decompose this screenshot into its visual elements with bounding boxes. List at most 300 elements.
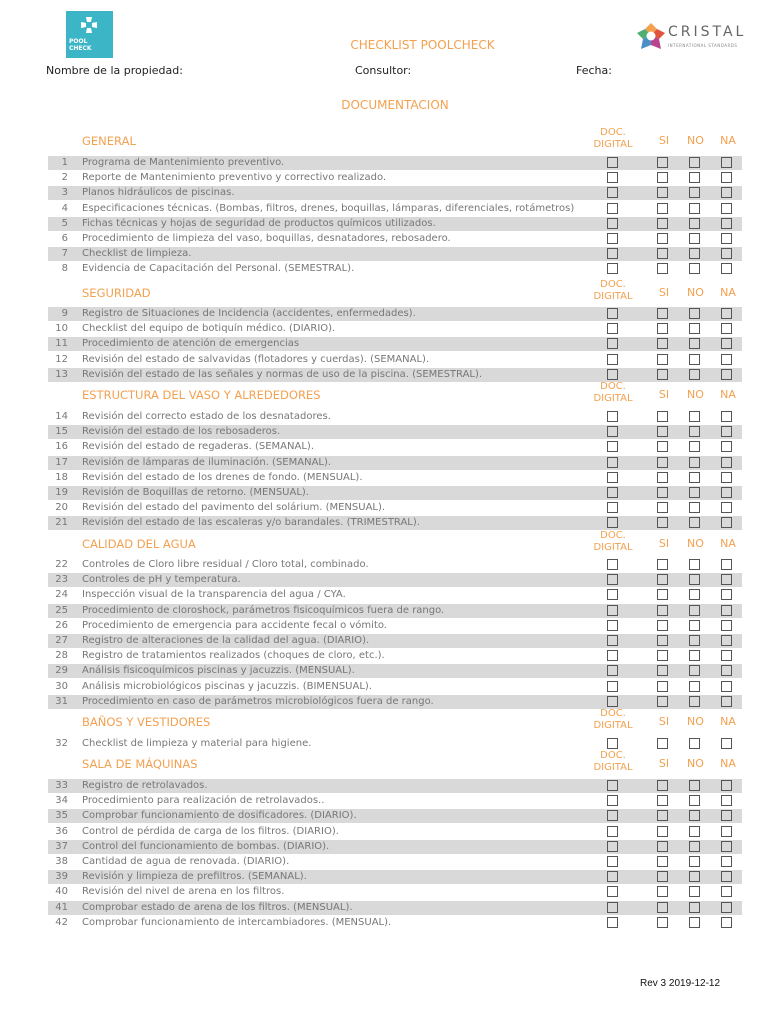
item-text: Revisión del estado de las escaleras y/o barandales. (TRIMESTRAL). (82, 517, 420, 529)
checklist-row (48, 573, 742, 587)
doc-digital-checkbox[interactable] (607, 886, 618, 897)
checklist-row (48, 855, 742, 869)
na-checkbox[interactable] (721, 826, 732, 837)
doc-digital-checkbox[interactable] (607, 620, 618, 631)
no-checkbox[interactable] (689, 338, 700, 349)
item-text: Inspección visual de la transparencia del agua / CYA. (82, 589, 346, 601)
no-checkbox[interactable] (689, 574, 700, 585)
doc-digital-checkbox[interactable] (607, 738, 618, 749)
section-title-sala-de-maquinas: SALA DE MÁQUINAS (82, 757, 198, 771)
section-title-estructura-del-vaso-y-alrededores: ESTRUCTURA DEL VASO Y ALREDEDORES (82, 388, 321, 402)
item-text: Comprobar estado de arena de los filtros. (MENSUAL). (82, 901, 353, 913)
item-text: Cantidad de agua de renovada. (DIARIO). (82, 856, 290, 867)
si-checkbox[interactable] (657, 172, 668, 183)
si-checkbox[interactable] (657, 441, 668, 452)
item-text: Procedimiento para realización de retrolavados.. (82, 795, 325, 807)
item-text: Revisión del estado de salvavidas (flotadores y cuerdas). (SEMANAL). (82, 353, 430, 365)
column-header-doc-digital: DOC. DIGITAL (593, 708, 633, 731)
si-checkbox[interactable] (657, 559, 668, 570)
si-checkbox[interactable] (657, 457, 668, 468)
si-checkbox[interactable] (657, 795, 668, 806)
si-checkbox[interactable] (657, 589, 668, 600)
no-checkbox[interactable] (689, 795, 700, 806)
si-checkbox[interactable] (657, 810, 668, 821)
column-header-no: NO (687, 286, 704, 299)
doc-digital-checkbox[interactable] (607, 472, 618, 483)
checklist-row (48, 337, 742, 351)
doc-digital-checkbox[interactable] (607, 841, 618, 852)
na-checkbox[interactable] (721, 559, 732, 570)
item-number: 9 (61, 308, 68, 319)
section-title-banos-y-vestidores: BAÑOS Y VESTIDORES (82, 715, 211, 729)
checklist-row (48, 156, 742, 170)
doc-digital-checkbox[interactable] (607, 780, 618, 791)
no-checkbox[interactable] (689, 559, 700, 570)
item-text: Planos hidráulicos de piscinas. (82, 187, 235, 199)
item-text: Registro de alteraciones de la calidad del agua. (DIARIO). (82, 635, 370, 646)
item-number: 34 (55, 795, 68, 807)
na-checkbox[interactable] (721, 856, 732, 867)
doc-digital-checkbox[interactable] (607, 871, 618, 882)
si-checkbox[interactable] (657, 917, 668, 928)
doc-digital-checkbox[interactable] (607, 457, 618, 468)
item-text: Registro de retrolavados. (82, 780, 208, 791)
documentation-heading: DOCUMENTACION (341, 98, 449, 112)
column-header-si: SI (658, 134, 670, 147)
column-header-si: SI (658, 537, 670, 550)
no-checkbox[interactable] (689, 218, 700, 229)
item-text: Procedimiento de atención de emergencias (82, 338, 300, 350)
si-checkbox[interactable] (657, 338, 668, 349)
checklist-row (48, 619, 742, 633)
si-checkbox[interactable] (657, 203, 668, 214)
doc-digital-checkbox[interactable] (607, 369, 618, 380)
si-checkbox[interactable] (657, 826, 668, 837)
doc-digital-checkbox[interactable] (607, 826, 618, 837)
item-text: Comprobar funcionamiento de intercambiadores. (MENSUAL). (82, 916, 392, 928)
si-checkbox[interactable] (657, 902, 668, 913)
item-number: 22 (55, 559, 68, 570)
no-checkbox[interactable] (689, 810, 700, 821)
checklist-row (48, 634, 742, 648)
checklist-row (48, 456, 742, 470)
si-checkbox[interactable] (657, 605, 668, 616)
item-text: Revisión del estado de los rebosaderos. (82, 426, 281, 438)
no-checkbox[interactable] (689, 233, 700, 244)
si-checkbox[interactable] (657, 308, 668, 319)
na-checkbox[interactable] (721, 696, 732, 707)
na-checkbox[interactable] (721, 780, 732, 791)
no-checkbox[interactable] (689, 665, 700, 676)
na-checkbox[interactable] (721, 517, 732, 528)
na-checkbox[interactable] (721, 411, 732, 422)
item-number: 13 (55, 368, 68, 380)
doc-digital-checkbox[interactable] (607, 354, 618, 365)
item-number: 41 (55, 901, 68, 913)
doc-digital-checkbox[interactable] (607, 650, 618, 661)
revision-footer: Rev 3 2019-12-12 (640, 978, 721, 989)
checklist-row (48, 885, 742, 899)
checklist-row (48, 307, 742, 321)
item-number: 6 (61, 233, 68, 244)
doc-digital-checkbox[interactable] (607, 218, 618, 229)
na-checkbox[interactable] (721, 841, 732, 852)
na-checkbox[interactable] (721, 502, 732, 513)
na-checkbox[interactable] (721, 323, 732, 334)
item-text: Revisión del estado de las señales y normas de uso de la piscina. (SEMESTRAL). (82, 368, 483, 380)
checklist-row (48, 680, 742, 694)
no-checkbox[interactable] (689, 187, 700, 198)
column-header-no: NO (687, 715, 704, 728)
item-number: 26 (55, 619, 68, 631)
item-number: 35 (55, 810, 68, 822)
no-checkbox[interactable] (689, 248, 700, 259)
na-checkbox[interactable] (721, 681, 732, 692)
column-header-si: SI (658, 388, 670, 401)
si-checkbox[interactable] (657, 369, 668, 380)
na-checkbox[interactable] (721, 574, 732, 585)
checklist-row (48, 664, 742, 678)
doc-digital-checkbox[interactable] (607, 681, 618, 692)
item-number: 24 (55, 589, 68, 601)
column-header-na: NA (720, 757, 736, 770)
checklist-row (48, 425, 742, 439)
na-checkbox[interactable] (721, 248, 732, 259)
si-checkbox[interactable] (657, 472, 668, 483)
checklist-row (48, 171, 742, 185)
column-header-no: NO (687, 537, 704, 550)
doc-digital-checkbox[interactable] (607, 411, 618, 422)
item-number: 2 (61, 172, 68, 184)
item-text: Procedimiento de limpieza del vaso, boquillas, desnatadores, rebosadero. (82, 233, 451, 244)
na-checkbox[interactable] (721, 810, 732, 821)
no-checkbox[interactable] (689, 369, 700, 380)
no-checkbox[interactable] (689, 308, 700, 319)
no-checkbox[interactable] (689, 635, 700, 646)
doc-digital-checkbox[interactable] (607, 203, 618, 214)
no-checkbox[interactable] (689, 411, 700, 422)
checklist-row (48, 353, 742, 367)
section-title-seguridad: SEGURIDAD (82, 286, 151, 300)
si-checkbox[interactable] (657, 248, 668, 259)
si-checkbox[interactable] (657, 650, 668, 661)
checklist-row (48, 588, 742, 602)
no-checkbox[interactable] (689, 517, 700, 528)
na-checkbox[interactable] (721, 902, 732, 913)
item-text: Registro de Situaciones de Incidencia (accidentes, enfermedades). (82, 308, 416, 319)
doc-digital-checkbox[interactable] (607, 263, 618, 274)
doc-digital-checkbox[interactable] (607, 338, 618, 349)
checklist-row (48, 794, 742, 808)
item-text: Revisión del estado del pavimento del solárium. (MENSUAL). (82, 502, 386, 514)
item-number: 4 (61, 202, 68, 214)
item-number: 15 (55, 426, 68, 438)
na-checkbox[interactable] (721, 369, 732, 380)
item-text: Revisión del nivel de arena en los filtros. (82, 886, 285, 898)
item-number: 8 (61, 263, 68, 275)
column-header-doc-digital: DOC. DIGITAL (593, 279, 633, 302)
na-checkbox[interactable] (721, 203, 732, 214)
no-checkbox[interactable] (689, 605, 700, 616)
item-text: Especificaciones técnicas. (Bombas, filtros, drenes, boquillas, lámparas, diferenciales, rotámetros) (82, 202, 575, 214)
column-header-no: NO (687, 388, 704, 401)
doc-digital-checkbox[interactable] (607, 795, 618, 806)
item-number: 25 (55, 604, 68, 616)
item-number: 12 (55, 353, 68, 365)
date-label: Fecha: (576, 64, 612, 77)
na-checkbox[interactable] (721, 426, 732, 437)
si-checkbox[interactable] (657, 620, 668, 631)
na-checkbox[interactable] (721, 795, 732, 806)
na-checkbox[interactable] (721, 635, 732, 646)
item-number: 1 (61, 157, 68, 168)
na-checkbox[interactable] (721, 441, 732, 452)
na-checkbox[interactable] (721, 457, 732, 468)
na-checkbox[interactable] (721, 917, 732, 928)
checklist-row (48, 501, 742, 515)
column-header-no: NO (687, 134, 704, 147)
column-header-na: NA (720, 286, 736, 299)
na-checkbox[interactable] (721, 338, 732, 349)
na-checkbox[interactable] (721, 650, 732, 661)
si-checkbox[interactable] (657, 157, 668, 168)
no-checkbox[interactable] (689, 457, 700, 468)
si-checkbox[interactable] (657, 886, 668, 897)
item-number: 32 (55, 738, 68, 749)
column-header-no: NO (687, 757, 704, 770)
no-checkbox[interactable] (689, 620, 700, 631)
doc-digital-checkbox[interactable] (607, 635, 618, 646)
item-number: 33 (55, 780, 68, 791)
doc-digital-checkbox[interactable] (607, 248, 618, 259)
si-checkbox[interactable] (657, 696, 668, 707)
checklist-row (48, 202, 742, 216)
checklist-row (48, 737, 742, 751)
na-checkbox[interactable] (721, 172, 732, 183)
doc-digital-checkbox[interactable] (607, 574, 618, 585)
no-checkbox[interactable] (689, 502, 700, 513)
checklist-row (48, 471, 742, 485)
cristal-logo (636, 22, 756, 56)
doc-digital-checkbox[interactable] (607, 902, 618, 913)
na-checkbox[interactable] (721, 354, 732, 365)
na-checkbox[interactable] (721, 187, 732, 198)
item-number: 5 (61, 217, 68, 229)
no-checkbox[interactable] (689, 354, 700, 365)
si-checkbox[interactable] (657, 487, 668, 498)
doc-digital-checkbox[interactable] (607, 157, 618, 168)
item-text: Revisión del estado de regaderas. (SEMANAL). (82, 441, 314, 453)
column-header-doc-digital: DOC. DIGITAL (593, 127, 633, 150)
cristal-emblem-icon (636, 22, 666, 52)
si-checkbox[interactable] (657, 411, 668, 422)
item-number: 38 (55, 856, 68, 867)
checklist-row (48, 440, 742, 454)
no-checkbox[interactable] (689, 487, 700, 498)
item-text: Revisión de lámparas de iluminación. (SEMANAL). (82, 456, 332, 468)
na-checkbox[interactable] (721, 263, 732, 274)
na-checkbox[interactable] (721, 589, 732, 600)
no-checkbox[interactable] (689, 902, 700, 913)
checklist-row (48, 901, 742, 915)
doc-digital-checkbox[interactable] (607, 696, 618, 707)
doc-digital-checkbox[interactable] (607, 559, 618, 570)
no-checkbox[interactable] (689, 172, 700, 183)
na-checkbox[interactable] (721, 233, 732, 244)
column-header-si: SI (658, 715, 670, 728)
no-checkbox[interactable] (689, 856, 700, 867)
si-checkbox[interactable] (657, 502, 668, 513)
doc-digital-checkbox[interactable] (607, 323, 618, 334)
item-text: Revisión de Boquillas de retorno. (MENSUAL). (82, 487, 309, 498)
logo-line2: CHECK (69, 45, 92, 52)
no-checkbox[interactable] (689, 589, 700, 600)
si-checkbox[interactable] (657, 841, 668, 852)
na-checkbox[interactable] (721, 218, 732, 229)
no-checkbox[interactable] (689, 681, 700, 692)
item-number: 20 (55, 502, 68, 514)
item-text: Revisión del estado de los drenes de fondo. (MENSUAL). (82, 471, 363, 483)
item-text: Revisión y limpieza de prefiltros. (SEMANAL). (82, 871, 307, 883)
si-checkbox[interactable] (657, 323, 668, 334)
si-checkbox[interactable] (657, 738, 668, 749)
na-checkbox[interactable] (721, 738, 732, 749)
si-checkbox[interactable] (657, 517, 668, 528)
doc-digital-checkbox[interactable] (607, 917, 618, 928)
na-checkbox[interactable] (721, 620, 732, 631)
checklist-row (48, 247, 742, 261)
no-checkbox[interactable] (689, 263, 700, 274)
no-checkbox[interactable] (689, 738, 700, 749)
no-checkbox[interactable] (689, 841, 700, 852)
si-checkbox[interactable] (657, 187, 668, 198)
property-name-label: Nombre de la propiedad: (46, 64, 183, 77)
doc-digital-checkbox[interactable] (607, 502, 618, 513)
doc-digital-checkbox[interactable] (607, 308, 618, 319)
column-header-na: NA (720, 388, 736, 401)
no-checkbox[interactable] (689, 917, 700, 928)
doc-digital-checkbox[interactable] (607, 517, 618, 528)
no-checkbox[interactable] (689, 650, 700, 661)
column-header-doc-digital: DOC. DIGITAL (593, 750, 633, 773)
item-number: 37 (55, 840, 68, 852)
item-text: Análisis fisicoquímicos piscinas y jacuzzis. (MENSUAL). (82, 665, 355, 677)
no-checkbox[interactable] (689, 203, 700, 214)
na-checkbox[interactable] (721, 665, 732, 676)
na-checkbox[interactable] (721, 871, 732, 882)
item-number: 14 (55, 411, 68, 422)
na-checkbox[interactable] (721, 886, 732, 897)
section-title-general: GENERAL (82, 134, 136, 148)
na-checkbox[interactable] (721, 605, 732, 616)
checklist-row (48, 262, 742, 276)
si-checkbox[interactable] (657, 263, 668, 274)
si-checkbox[interactable] (657, 218, 668, 229)
item-text: Programa de Mantenimiento preventivo. (82, 157, 285, 168)
logo-line1: POOL (69, 38, 88, 45)
checklist-row (48, 217, 742, 231)
no-checkbox[interactable] (689, 871, 700, 882)
na-checkbox[interactable] (721, 157, 732, 168)
si-checkbox[interactable] (657, 574, 668, 585)
item-text: Control del funcionamiento de bombas. (DIARIO). (82, 840, 330, 852)
si-checkbox[interactable] (657, 871, 668, 882)
no-checkbox[interactable] (689, 157, 700, 168)
doc-digital-checkbox[interactable] (607, 233, 618, 244)
item-number: 17 (55, 456, 68, 468)
si-checkbox[interactable] (657, 681, 668, 692)
no-checkbox[interactable] (689, 886, 700, 897)
doc-digital-checkbox[interactable] (607, 605, 618, 616)
item-text: Comprobar funcionamiento de dosificadores. (DIARIO). (82, 810, 357, 822)
column-header-si: SI (658, 757, 670, 770)
na-checkbox[interactable] (721, 487, 732, 498)
item-number: 21 (55, 517, 68, 529)
doc-digital-checkbox[interactable] (607, 487, 618, 498)
no-checkbox[interactable] (689, 826, 700, 837)
checklist-row (48, 516, 742, 530)
item-number: 3 (61, 187, 68, 199)
no-checkbox[interactable] (689, 426, 700, 437)
item-number: 42 (55, 916, 68, 928)
si-checkbox[interactable] (657, 665, 668, 676)
column-header-doc-digital: DOC. DIGITAL (593, 530, 633, 553)
item-text: Evidencia de Capacitación del Personal. (SEMESTRAL). (82, 263, 355, 275)
no-checkbox[interactable] (689, 780, 700, 791)
item-text: Checklist del equipo de botiquín médico. (DIARIO). (82, 323, 336, 335)
si-checkbox[interactable] (657, 354, 668, 365)
item-number: 7 (61, 248, 68, 260)
item-number: 31 (55, 695, 68, 707)
item-number: 40 (55, 886, 68, 898)
si-checkbox[interactable] (657, 233, 668, 244)
checklist-row (48, 558, 742, 572)
doc-digital-checkbox[interactable] (607, 856, 618, 867)
column-header-na: NA (720, 537, 736, 550)
doc-digital-checkbox[interactable] (607, 589, 618, 600)
doc-digital-checkbox[interactable] (607, 665, 618, 676)
no-checkbox[interactable] (689, 696, 700, 707)
si-checkbox[interactable] (657, 426, 668, 437)
column-header-na: NA (720, 715, 736, 728)
item-text: Reporte de Mantenimiento preventivo y correctivo realizado. (82, 172, 387, 184)
no-checkbox[interactable] (689, 472, 700, 483)
doc-digital-checkbox[interactable] (607, 426, 618, 437)
item-number: 10 (55, 323, 68, 335)
si-checkbox[interactable] (657, 780, 668, 791)
column-header-na: NA (720, 134, 736, 147)
doc-digital-checkbox[interactable] (607, 187, 618, 198)
checklist-row (48, 604, 742, 618)
item-number: 39 (55, 871, 68, 883)
section-title-calidad-del-agua: CALIDAD DEL AGUA (82, 537, 196, 551)
checklist-row (48, 410, 742, 424)
doc-digital-checkbox[interactable] (607, 172, 618, 183)
na-checkbox[interactable] (721, 472, 732, 483)
no-checkbox[interactable] (689, 441, 700, 452)
page-title: CHECKLIST POOLCHECK (350, 38, 495, 52)
doc-digital-checkbox[interactable] (607, 441, 618, 452)
no-checkbox[interactable] (689, 323, 700, 334)
checklist-row (48, 916, 742, 930)
doc-digital-checkbox[interactable] (607, 810, 618, 821)
checklist-row (48, 368, 742, 382)
item-text: Controles de pH y temperatura. (82, 574, 241, 586)
na-checkbox[interactable] (721, 308, 732, 319)
si-checkbox[interactable] (657, 635, 668, 646)
item-text: Registro de tratamientos realizados (choques de cloro, etc.). (82, 650, 385, 662)
si-checkbox[interactable] (657, 856, 668, 867)
